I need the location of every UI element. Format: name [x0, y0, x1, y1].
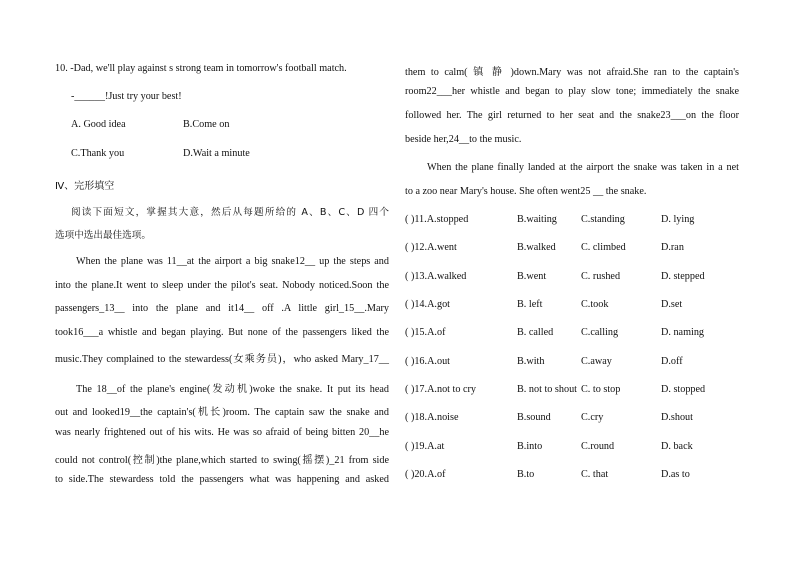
- question-number-option-a: ( )19.A.at: [405, 441, 445, 452]
- q10-option-a: A. Good idea: [71, 119, 126, 130]
- option-c: C. to stop: [581, 384, 621, 395]
- question-number-option-a: ( )11.A.stopped: [405, 214, 469, 225]
- option-b: B.with: [517, 356, 545, 367]
- q10-option-d: D.Wait a minute: [183, 148, 250, 159]
- option-c: C. rushed: [581, 271, 621, 282]
- option-b: B.went: [517, 271, 547, 282]
- question-number-option-a: ( )13.A.walked: [405, 271, 467, 282]
- passage-line: into the plane.It went to sleep under the pilot's seat. Nobody noticed.Soon the: [55, 280, 389, 291]
- option-b: B. called: [517, 327, 554, 338]
- option-c: C.took: [581, 299, 609, 310]
- section-title: Ⅳ、完形填空: [55, 181, 115, 192]
- passage-line: When the plane finally landed at the airport the snake was taken in a net: [427, 162, 739, 173]
- q10-reply: -______!Just try your best!: [71, 91, 182, 102]
- option-c: C. climbed: [581, 242, 626, 253]
- instruction-line-2: 选项中选出最佳选项。: [55, 230, 151, 241]
- passage-line: passengers_13__ into the plane and it14__ off .A little girl_15__.Mary: [55, 303, 389, 314]
- passage-line: music.They complained to the stewardess(女乘务员)，who asked Mary_17__: [55, 354, 389, 365]
- passage-line: to a zoo near Mary's house. She often went25 __ the snake.: [405, 186, 647, 197]
- passage-line: took16___a whistle and began playing. But none of the passengers liked the: [55, 327, 389, 338]
- question-number-option-a: ( )15.A.of: [405, 327, 446, 338]
- option-d: D. stepped: [661, 271, 705, 282]
- question-number-option-a: ( )16.A.out: [405, 356, 450, 367]
- passage-line: to side.The stewardess told the passengers what was happening and asked: [55, 474, 389, 485]
- option-b: B. left: [517, 299, 543, 310]
- instruction-line-1: 阅读下面短文，掌握其大意，然后从每题所给的 A、B、C、D 四个: [71, 207, 389, 218]
- passage-line: room22___her whistle and began to play slow tone; immediately the snake: [405, 86, 739, 97]
- option-c: C.cry: [581, 412, 604, 423]
- option-d: D.shout: [661, 412, 693, 423]
- passage-line: The 18__of the plane's engine(发动机)woke the snake. It put its head: [76, 384, 389, 395]
- q10-stem: 10. -Dad, we'll play against s strong team in tomorrow's football match.: [55, 63, 347, 74]
- option-d: D.as to: [661, 469, 690, 480]
- option-b: B. not to shout: [517, 384, 578, 395]
- option-c: C. that: [581, 469, 609, 480]
- option-d: D. back: [661, 441, 693, 452]
- question-number-option-a: ( )20.A.of: [405, 469, 446, 480]
- option-d: D.off: [661, 356, 683, 367]
- passage-line: could not control(控制)the plane,which started to swing(摇摆)_21 from side: [55, 455, 389, 466]
- q10-option-c: C.Thank you: [71, 148, 125, 159]
- option-c: C.away: [581, 356, 612, 367]
- option-b: B.into: [517, 441, 543, 452]
- option-c: C.round: [581, 441, 615, 452]
- option-c: C.calling: [581, 327, 619, 338]
- question-number-option-a: ( )12.A.went: [405, 242, 457, 253]
- passage-line: them to calm( 镇 静 )down.Mary was not afraid.She ran to the captain's: [405, 67, 739, 78]
- question-number-option-a: ( )14.A.got: [405, 299, 450, 310]
- passage-line: beside her,24__to the music.: [405, 134, 522, 145]
- passage-line: When the plane was 11__at the airport a big snake12__ up the steps and: [76, 256, 389, 267]
- option-b: B.walked: [517, 242, 556, 253]
- passage-line: was nearly frightened out of his wits. He was so afraid of being bitten 20__he: [55, 427, 389, 438]
- option-b: B.to: [517, 469, 535, 480]
- option-b: B.waiting: [517, 214, 557, 225]
- passage-line: followed her. The girl returned to her seat and the snake23___on the floor: [405, 110, 739, 121]
- option-d: D.set: [661, 299, 683, 310]
- option-d: D. lying: [661, 214, 695, 225]
- option-b: B.sound: [517, 412, 551, 423]
- option-d: D. stopped: [661, 384, 706, 395]
- option-c: C.standing: [581, 214, 625, 225]
- passage-line: out and looked19__the captain's(机长)room. The captain saw the snake and: [55, 407, 389, 418]
- q10-option-b: B.Come on: [183, 119, 230, 130]
- option-d: D.ran: [661, 242, 684, 253]
- option-d: D. naming: [661, 327, 705, 338]
- question-number-option-a: ( )18.A.noise: [405, 412, 459, 423]
- question-number-option-a: ( )17.A.not to cry: [405, 384, 477, 395]
